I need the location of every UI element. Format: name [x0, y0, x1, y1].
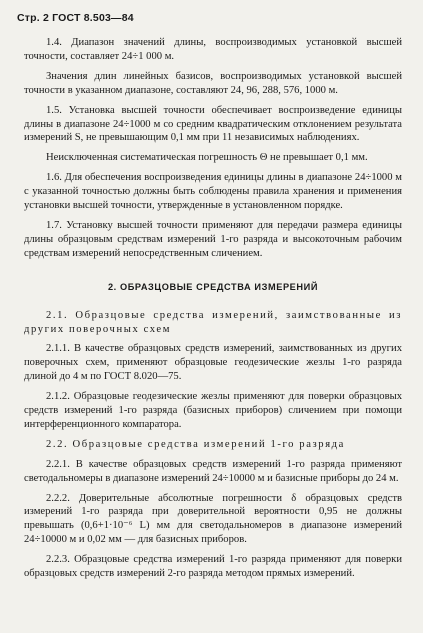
paragraph-1-4: 1.4. Диапазон значений длины, воспроизводимых установкой высшей точности, составляет 24÷1 000 м.	[24, 37, 402, 62]
paragraph-systematic-error: Неисключенная систематическая погрешность Θ не превышает 0,1 мм.	[46, 152, 368, 164]
page-header: Стр. 2 ГОСТ 8.503—84	[17, 12, 134, 24]
paragraph-2-2-2: 2.2.2. Доверительные абсолютные погрешности δ образцовых средств измерений 1-го разряда при доверительной вероятности 0,95 не должны превышать (0,6+1·10⁻⁶ L) мм для светодальномеров в диапазоне измерений 24÷10000 м и 0,02 мм — для базисных приборов.	[24, 492, 402, 546]
paragraph-2-2-1: 2.2.1. В качестве образцовых средств измерений 1-го разряда применяют светодальномеры в диапазоне измерений 24÷10000 м и базисные приборы до 24 м.	[24, 458, 402, 484]
paragraph-2-1-1: 2.1.1. В качестве образцовых средств измерений, заимствованных из других поверочных схем, применяют образцовые геодезические жезлы 1-го разряда длиной до 4 м по ГОСТ 8.020—75.	[24, 343, 402, 383]
paragraph-1-5: 1.5. Установка высшей точности обеспечивает воспроизведение единицы длины в диапазоне 24÷1000 м со средним квадратическим отклонением результата измерений S, не превышающим 0,1 мм при 11 независимых наблюдениях.	[24, 104, 402, 144]
paragraph-1-6: 1.6. Для обеспечения воспроизведения единицы длины в диапазоне 24÷1000 м с указанной точностью должны быть соблюдены правила хранения и применения установки высшей точности, утвержденные в установленном порядке.	[24, 172, 402, 212]
paragraph-2-1-2: 2.1.2. Образцовые геодезические жезлы применяют для поверки образцовых средств измерений 1-го разряда (базисных приборов) сличением при помощи интерференционного компаратора.	[24, 391, 402, 430]
paragraph-base-lengths: Значения длин линейных базисов, воспроизводимых установкой высшей точности в указанном диапазоне, составляют 24, 96, 288, 576, 1000 м.	[24, 70, 402, 96]
paragraph-2-1: 2.1. Образцовые средства измерений, заимствованные из других поверочных схем	[24, 309, 402, 335]
document-body	[24, 36, 402, 587]
section-title: 2. ОБРАЗЦОВЫЕ СРЕДСТВА ИЗМЕРЕНИЙ	[107, 281, 319, 292]
paragraph-2-2-3: 2.2.3. Образцовые средства измерений 1-го разряда применяют для поверки образцовых средств измерений 2-го разряда методом прямых измерений.	[24, 554, 402, 580]
paragraph-1-7: 1.7. Установку высшей точности применяют для передачи размера единицы длины образцовым средствам измерений 1-го разряда и высокоточным рабочим средствам измерений непосредственным сличением.	[24, 219, 402, 259]
paragraph-2-2: 2.2. Образцовые средства измерений 1-го разряда	[46, 438, 345, 450]
